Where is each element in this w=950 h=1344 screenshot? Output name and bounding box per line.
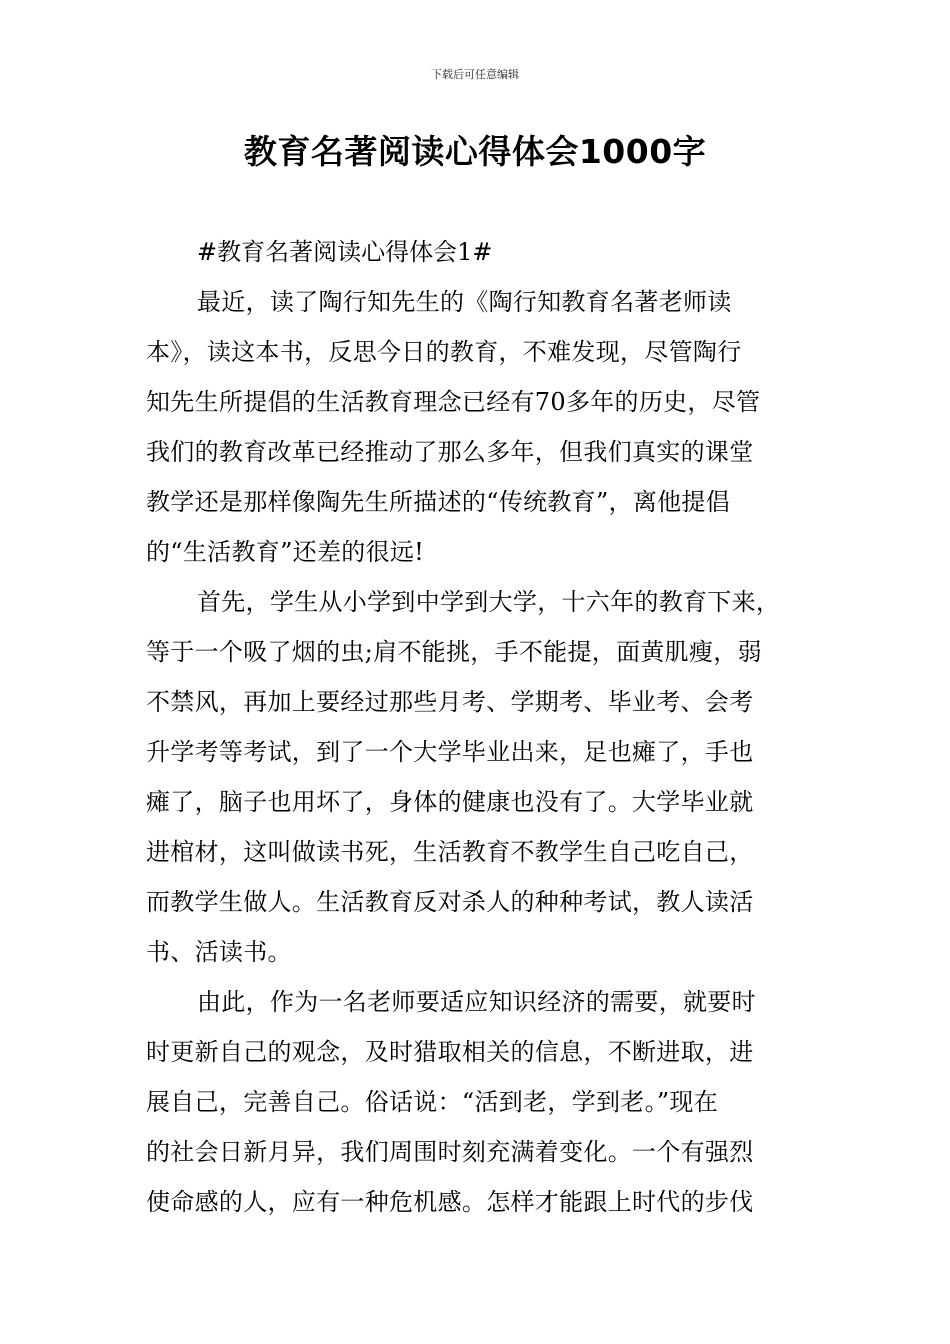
paragraph-line: 我们的教育改革已经推动了那么多年，但我们真实的课堂 — [146, 438, 754, 466]
paragraph-line: 展自己，完善自己。俗话说：“活到老，学到老。”现在 — [146, 1088, 719, 1116]
paragraph-line: 升学考等考试，到了一个大学毕业出来，足也瘫了，手也 — [146, 738, 754, 766]
paragraph-line: 书、活读书。 — [146, 938, 292, 966]
paragraph-line: 而教学生做人。生活教育反对杀人的种种考试，教人读活 — [146, 888, 754, 916]
paragraph-line: 的“生活教育”还差的很远! — [146, 538, 425, 566]
paragraph-line: 首先，学生从小学到中学到大学，十六年的教育下来， — [197, 588, 781, 616]
paragraph-3 — [146, 977, 826, 1227]
paragraph-line: 由此，作为一名老师要适应知识经济的需要，就要时 — [197, 988, 756, 1016]
paragraph-line: 使命感的人，应有一种危机感。怎样才能跟上时代的步伐 — [146, 1188, 754, 1216]
paragraph-line: 知先生所提倡的生活教育理念已经有70多年的历史，尽管 — [146, 388, 761, 416]
paragraph-line: 的社会日新月异，我们周围时刻充满着变化。一个有强烈 — [146, 1138, 754, 1166]
paragraph-line: 等于一个吸了烟的虫;肩不能挑，手不能提，面黄肌瘦，弱 — [146, 638, 762, 666]
paragraph-1 — [146, 277, 826, 577]
document-title: 教育名著阅读心得体会1000字 — [243, 132, 707, 171]
paragraph-line: 最近，读了陶行知先生的《陶行知教育名著老师读 — [197, 288, 732, 316]
paragraph-line: 瘫了，脑子也用坏了，身体的健康也没有了。大学毕业就 — [146, 788, 754, 816]
paragraph-line: 本》，读这本书，反思今日的教育，不难发现，尽管陶行 — [146, 338, 742, 366]
page-header-note: 下载后可任意编辑 — [431, 68, 519, 81]
paragraph-line: 时更新自己的观念，及时猎取相关的信息，不断进取，进 — [146, 1038, 754, 1066]
section-heading: #教育名著阅读心得体会1# — [197, 238, 493, 266]
paragraph-line: 不禁风，再加上要经过那些月考、学期考、毕业考、会考 — [146, 688, 754, 716]
paragraph-2 — [146, 577, 826, 977]
paragraph-line: 教学还是那样像陶先生所描述的“传统教育”，离他提倡 — [146, 488, 731, 516]
document-body — [146, 227, 826, 1227]
paragraph-line: 进棺材，这叫做读书死，生活教育不教学生自己吃自己， — [146, 838, 754, 866]
